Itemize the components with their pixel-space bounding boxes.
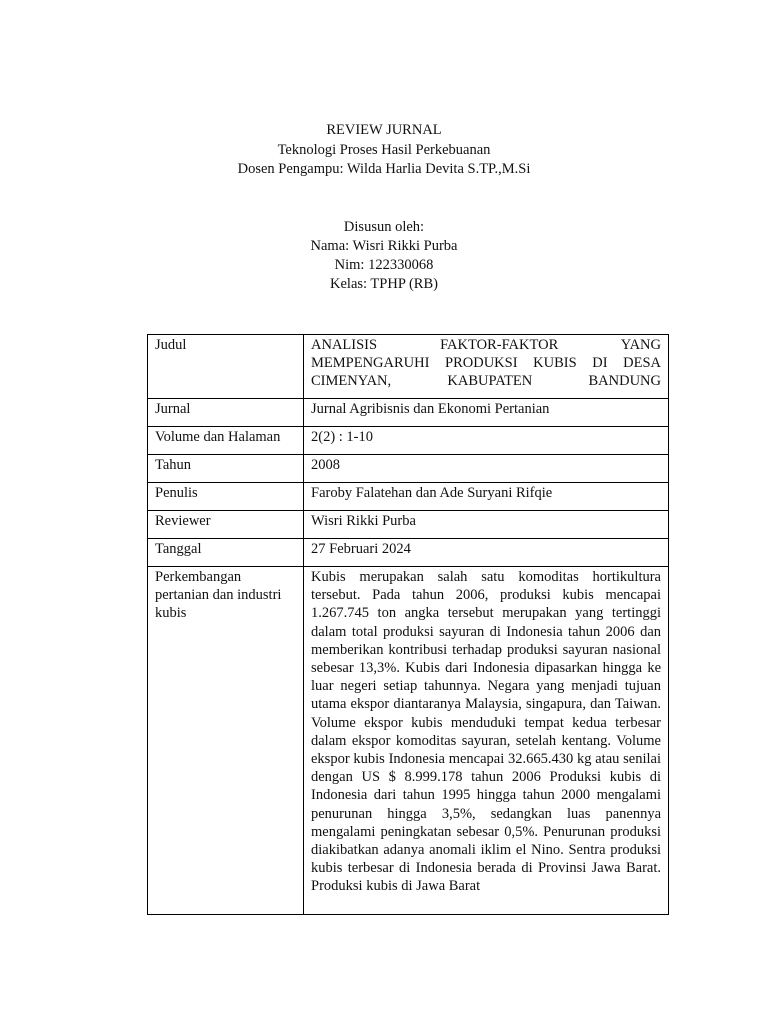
table-row	[148, 539, 669, 567]
row-value-reviewer: Wisri Rikki Purba	[304, 511, 669, 539]
row-label-tanggal: Tanggal	[148, 539, 304, 567]
row-value-perkembangan-cell	[304, 567, 669, 915]
row-value-tahun: 2008	[304, 455, 669, 483]
review-table	[147, 334, 669, 915]
table-row	[148, 427, 669, 455]
author-block	[0, 218, 768, 294]
author-nim: Nim: 122330068	[334, 257, 434, 273]
table-row	[148, 335, 669, 399]
header-lecturer: Dosen Pengampu: Wilda Harlia Devita S.TP.,M.Si	[237, 161, 531, 177]
prepared-by-label: Disusun oleh:	[343, 219, 425, 235]
header-course: Teknologi Proses Hasil Perkebuanan	[277, 141, 491, 158]
table-row	[148, 567, 669, 915]
row-label-perkembangan: Perkembangan pertanian dan industri kubis	[148, 567, 304, 915]
table-row	[148, 511, 669, 539]
row-label-tahun: Tahun	[148, 455, 304, 483]
author-name: Nama: Wisri Rikki Purba	[310, 238, 458, 254]
row-value-tanggal: 27 Februari 2024	[304, 539, 669, 567]
author-class: Kelas: TPHP (RB)	[330, 276, 438, 292]
header-title: REVIEW JURNAL	[326, 122, 442, 138]
row-value-jurnal: Jurnal Agribisnis dan Ekonomi Pertanian	[304, 399, 669, 427]
row-value-judul: ANALISIS FAKTOR-FAKTOR YANG MEMPENGARUHI PRODUKSI KUBIS DI DESA CIMENYAN, KABUPATEN BANDUNG	[304, 335, 669, 399]
document-header	[0, 121, 768, 180]
row-label-reviewer: Reviewer	[148, 511, 304, 539]
table-row	[148, 483, 669, 511]
row-label-penulis: Penulis	[148, 483, 304, 511]
row-value-perkembangan: Kubis merupakan salah satu komoditas hortikultura tersebut. Pada tahun 2006, produksi kubis mencapai 1.267.745 ton angka tersebut merupakan yang tertinggi dalam total produksi sayuran di Indonesia tahun 2006 dan memberikan kontribusi terhadap produksi sayuran nasional sebesar 13,3%. Kubis dari Indonesia dipasarkan hingga ke luar negeri setiap tahunnya. Negara yang menjadi tujuan utama ekspor diantaranya Malaysia, singapura, dan Taiwan. Volume ekspor kubis menduduki tempat kedua terbesar dalam ekspor komoditas sayuran, setelah kentang. Volume ekspor kubis Indonesia mencapai 32.665.430 kg atau senilai dengan US $ 8.999.178 tahun 2006 Produksi kubis di Indonesia dari tahun 1995 hingga tahun 2000 mengalami penurunan hingga 3,5%, sedangkan luas panennya mengalami peningkatan sebesar 0,5%. Penurunan produksi diakibatkan adanya anomali iklim el Nino. Sentra produksi kubis terbesar di Indonesia berada di Provinsi Jawa Barat. Produksi kubis di Jawa Barat	[311, 569, 661, 895]
row-value-volume: 2(2) : 1-10	[304, 427, 669, 455]
row-label-jurnal: Jurnal	[148, 399, 304, 427]
row-label-volume: Volume dan Halaman	[148, 427, 304, 455]
row-value-penulis: Faroby Falatehan dan Ade Suryani Rifqie	[304, 483, 669, 511]
table-row	[148, 399, 669, 427]
row-label-judul: Judul	[148, 335, 304, 399]
table-row	[148, 455, 669, 483]
